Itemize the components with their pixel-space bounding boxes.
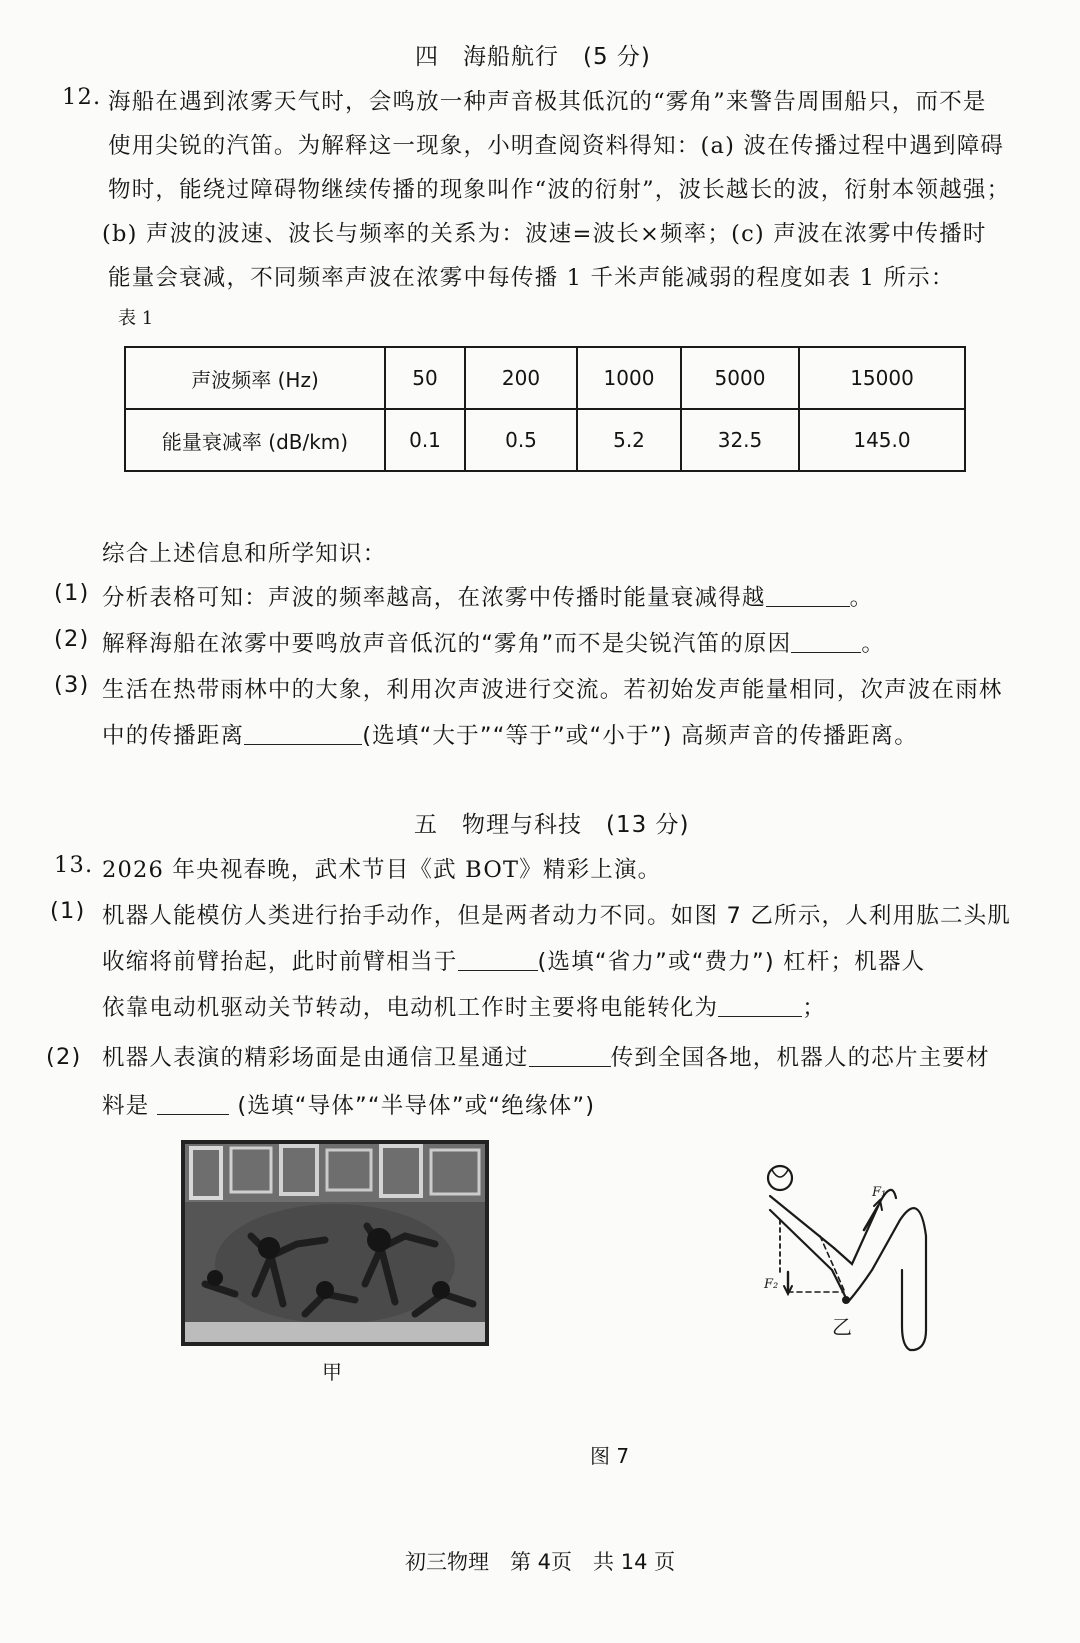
part-text: ； [802,995,826,1021]
question-13-part-1-line-2 [102,944,925,976]
answer-blank[interactable] [458,948,538,972]
table-row [125,347,965,409]
part-text: 分析表格可知：声波的频率越高，在浓雾中传播时能量衰减得越 [102,585,766,611]
elbow-pivot [842,1296,850,1304]
question-12-line-5: 能量会衰减，不同频率声波在浓雾中每传播 1 千米声能减弱的程度如表 1 所示： [108,265,955,291]
question-12-line-4: (b) 声波的波速、波长与频率的关系为：波速=波长×频率；(c) 声波在浓雾中传播时 [102,221,987,247]
question-13-part-2-line-2 [102,1088,595,1120]
robot-performance-photo [181,1140,489,1346]
table-cell: 200 [465,347,577,409]
part-number: (2) [54,626,90,652]
answer-blank[interactable] [718,994,802,1018]
part-text: (选填“省力”或“费力”) 杠杆；机器人 [537,949,926,975]
question-13-part-1-line-3 [102,990,826,1022]
table-cell: 50 [385,347,465,409]
answer-blank[interactable] [157,1092,229,1116]
part-text: (选填“导体”“半导体”或“绝缘体”) [237,1093,596,1119]
section-4-title: 四 海船航行 (5 分) [415,44,651,70]
question-12-line-1: 海船在遇到浓雾天气时，会鸣放一种声音极其低沉的“雾角”来警告周围船只，而不是 [108,89,987,115]
table-cell: 5000 [681,347,799,409]
part-text: 机器人表演的精彩场面是由通信卫星通过 [102,1045,529,1071]
question-number: 12. [62,84,102,110]
answer-blank[interactable] [766,584,850,608]
robot-photo-illustration [185,1144,485,1342]
answer-blank[interactable] [244,722,362,746]
question-13-stem: 2026 年央视春晚，武术节目《武 BOT》精彩上演。 [102,857,662,883]
table-cell: 15000 [799,347,965,409]
part-number: (1) [54,580,90,606]
figure-label-yi: 乙 [832,1315,852,1339]
part-text: 依靠电动机驱动关节转动，电动机工作时主要将电能转化为 [102,995,719,1021]
part-tail: 。 [861,631,886,657]
arm-lever-diagram [760,1160,980,1360]
question-12-intro: 综合上述信息和所学知识： [102,541,387,567]
question-12-line-3: 物时，能绕过障碍物继续传播的现象叫作“波的衍射”，波长越长的波，衍射本领越强； [108,177,1011,203]
question-12-line-2: 使用尖锐的汽笛。为解释这一现象，小明查阅资料得知：(a) 波在传播过程中遇到障碍 [108,133,1005,159]
table-row [125,409,965,471]
table-cell: 5.2 [577,409,681,471]
figure-caption: 图 7 [590,1444,630,1468]
biceps-force-arrow [864,1206,878,1230]
figure-label-jia: 甲 [322,1360,342,1384]
table-cell: 0.5 [465,409,577,471]
part-text: 收缩将前臂抬起，此时前臂相当于 [102,949,458,975]
part-number: (1) [50,898,86,924]
question-13-part-1-line-1: 机器人能模仿人类进行抬手动作，但是两者动力不同。如图 7 乙所示，人利用肱二头肌 [102,903,1012,929]
table-cell: 1000 [577,347,681,409]
question-13-part-2-line-1 [102,1040,990,1072]
part-text: 传到全国各地，机器人的芯片主要材 [610,1045,990,1071]
question-12-part-3: 生活在热带雨林中的大象，利用次声波进行交流。若初始发声能量相同，次声波在雨林 [102,677,1003,703]
forearm-lower-edge [770,1210,848,1302]
part-number: (3) [54,672,90,698]
table-cell: 0.1 [385,409,465,471]
part-tail: 。 [849,585,874,611]
part-text: 料是 [102,1093,150,1119]
force-label-f2: F₂ [764,1277,779,1292]
question-12-part-2 [102,626,885,658]
attenuation-table [124,346,966,472]
upper-arm-outline [848,1208,926,1350]
answer-blank[interactable] [791,630,861,654]
table-header-frequency: 声波频率 (Hz) [125,347,385,409]
table-cell: 32.5 [681,409,799,471]
table-header-attenuation: 能量衰减率 (dB/km) [125,409,385,471]
page-footer: 初三物理 第 4页 共 14 页 [405,1550,676,1574]
part-number: (2) [46,1044,82,1070]
question-number: 13. [54,852,94,878]
answer-blank[interactable] [529,1044,611,1068]
force-label-f1: F₁ [872,1185,887,1200]
part-text: (选填“大于”“等于”或“小于”) 高频声音的传播距离。 [362,723,918,749]
question-12-part-1 [102,580,873,612]
part-text: 解释海船在浓雾中要鸣放声音低沉的“雾角”而不是尖锐汽笛的原因 [102,631,792,657]
table-label: 表 1 [118,308,154,329]
section-5-title: 五 物理与科技 (13 分) [414,812,690,838]
table-cell: 145.0 [799,409,965,471]
part-text: 中的传播距离 [102,723,245,749]
question-12-part-3-cont [102,718,918,750]
